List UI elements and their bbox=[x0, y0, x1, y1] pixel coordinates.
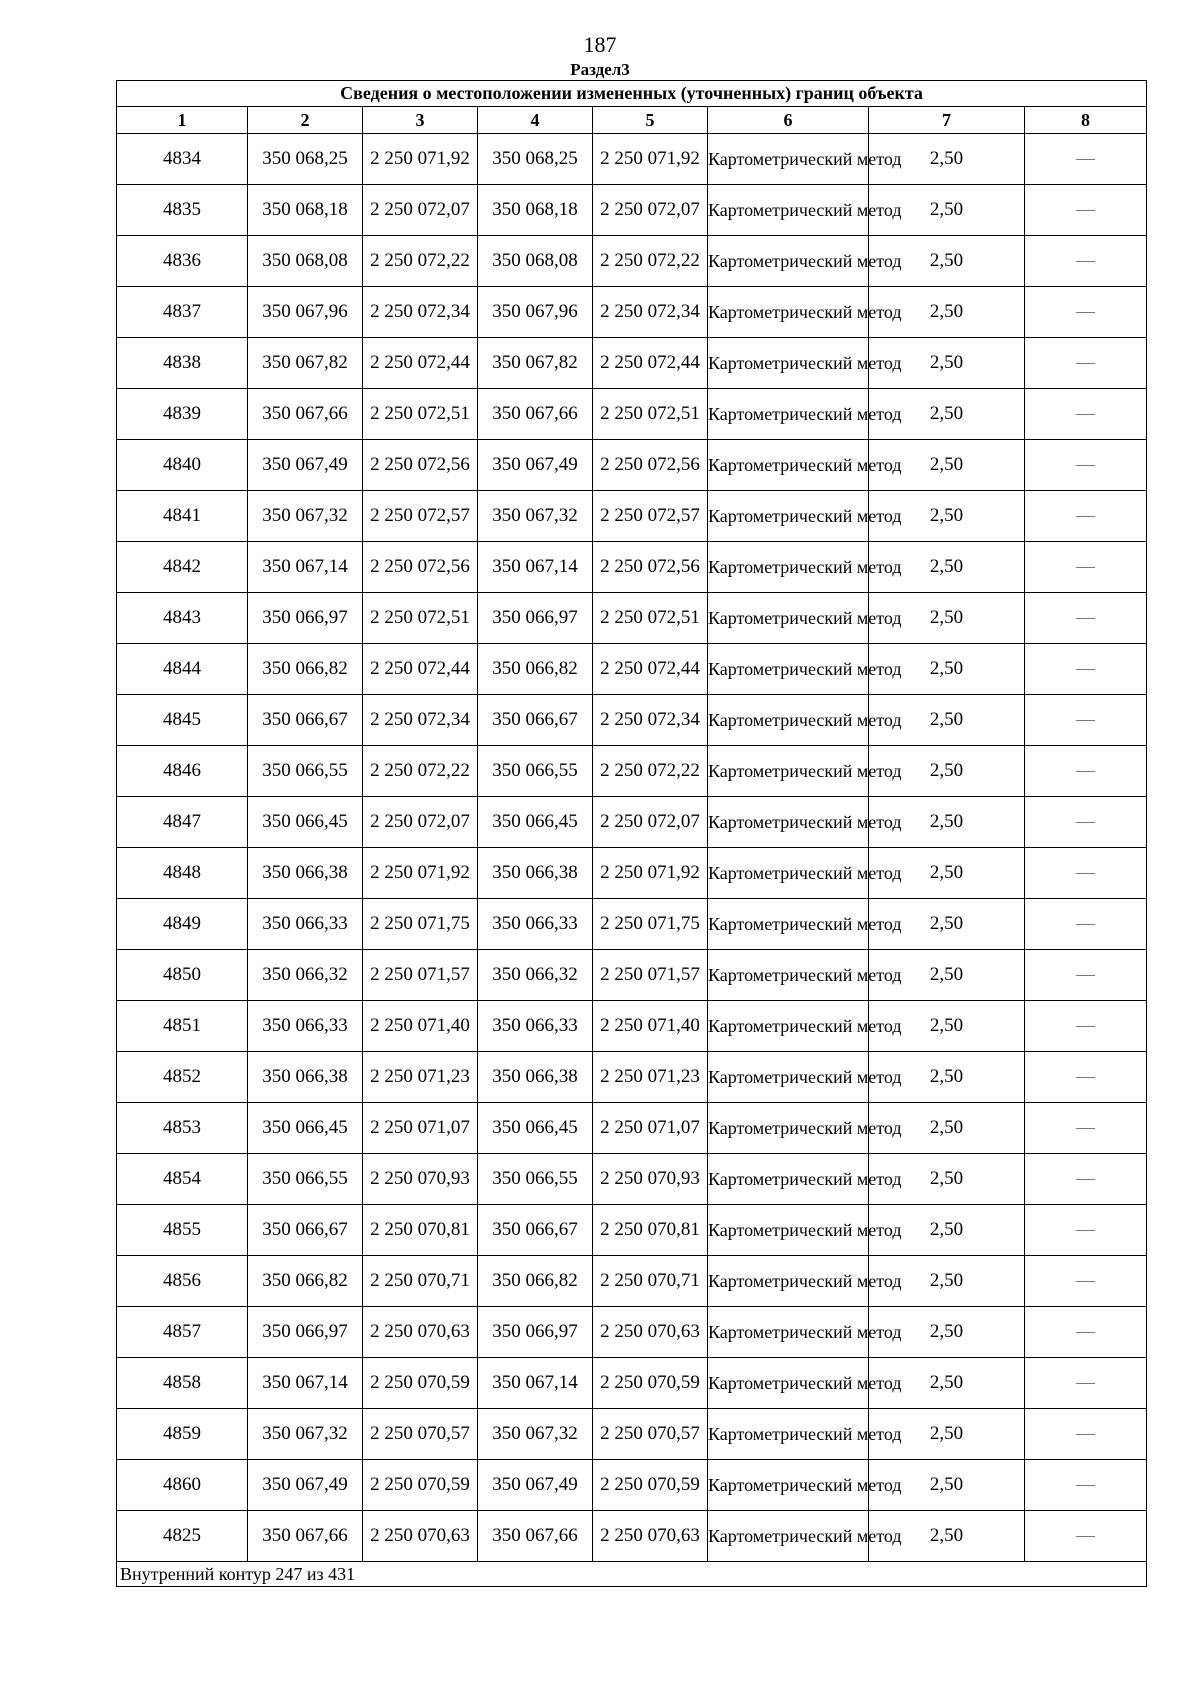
x-old-cell: 350 066,67 bbox=[248, 695, 363, 746]
method-cell: Картометрический метод bbox=[708, 1154, 869, 1205]
coordinates-table bbox=[116, 80, 1147, 1587]
method-cell: Картометрический метод bbox=[708, 1256, 869, 1307]
table-row bbox=[117, 440, 1147, 491]
accuracy-cell: 2,50 bbox=[869, 1511, 1025, 1562]
column-number: 8 bbox=[1025, 107, 1147, 134]
description-cell: — bbox=[1025, 1460, 1147, 1511]
y-old-cell: 2 250 071,75 bbox=[363, 899, 478, 950]
table-row bbox=[117, 1460, 1147, 1511]
description-cell: — bbox=[1025, 542, 1147, 593]
accuracy-cell: 2,50 bbox=[869, 899, 1025, 950]
method-cell: Картометрический метод bbox=[708, 1511, 869, 1562]
description-cell: — bbox=[1025, 644, 1147, 695]
accuracy-cell: 2,50 bbox=[869, 1052, 1025, 1103]
table-row bbox=[117, 134, 1147, 185]
point-number-cell: 4834 bbox=[117, 134, 248, 185]
point-number-cell: 4860 bbox=[117, 1460, 248, 1511]
table-row bbox=[117, 1307, 1147, 1358]
x-new-cell: 350 066,97 bbox=[478, 593, 593, 644]
y-new-cell: 2 250 072,56 bbox=[593, 542, 708, 593]
table-row bbox=[117, 1409, 1147, 1460]
x-old-cell: 350 066,55 bbox=[248, 746, 363, 797]
y-old-cell: 2 250 072,51 bbox=[363, 593, 478, 644]
description-cell: — bbox=[1025, 1409, 1147, 1460]
x-new-cell: 350 067,96 bbox=[478, 287, 593, 338]
method-cell: Картометрический метод bbox=[708, 389, 869, 440]
column-number: 7 bbox=[869, 107, 1025, 134]
x-new-cell: 350 066,82 bbox=[478, 1256, 593, 1307]
y-new-cell: 2 250 072,22 bbox=[593, 746, 708, 797]
y-old-cell: 2 250 070,93 bbox=[363, 1154, 478, 1205]
accuracy-cell: 2,50 bbox=[869, 593, 1025, 644]
y-new-cell: 2 250 070,63 bbox=[593, 1307, 708, 1358]
x-new-cell: 350 066,97 bbox=[478, 1307, 593, 1358]
x-old-cell: 350 066,33 bbox=[248, 899, 363, 950]
y-old-cell: 2 250 072,44 bbox=[363, 644, 478, 695]
table-row bbox=[117, 1154, 1147, 1205]
x-old-cell: 350 066,32 bbox=[248, 950, 363, 1001]
y-old-cell: 2 250 072,22 bbox=[363, 746, 478, 797]
accuracy-cell: 2,50 bbox=[869, 848, 1025, 899]
section-title: Раздел3 bbox=[570, 60, 630, 79]
x-old-cell: 350 067,14 bbox=[248, 1358, 363, 1409]
x-old-cell: 350 067,32 bbox=[248, 1409, 363, 1460]
table-row bbox=[117, 185, 1147, 236]
point-number-cell: 4844 bbox=[117, 644, 248, 695]
description-cell: — bbox=[1025, 1307, 1147, 1358]
x-old-cell: 350 066,38 bbox=[248, 1052, 363, 1103]
point-number-cell: 4838 bbox=[117, 338, 248, 389]
method-cell: Картометрический метод bbox=[708, 899, 869, 950]
method-cell: Картометрический метод bbox=[708, 1409, 869, 1460]
y-old-cell: 2 250 072,57 bbox=[363, 491, 478, 542]
description-cell: — bbox=[1025, 1358, 1147, 1409]
method-cell: Картометрический метод bbox=[708, 950, 869, 1001]
table-row bbox=[117, 695, 1147, 746]
y-old-cell: 2 250 072,34 bbox=[363, 287, 478, 338]
method-cell: Картометрический метод bbox=[708, 1103, 869, 1154]
description-cell: — bbox=[1025, 797, 1147, 848]
y-new-cell: 2 250 070,59 bbox=[593, 1358, 708, 1409]
column-number: 2 bbox=[248, 107, 363, 134]
y-new-cell: 2 250 072,07 bbox=[593, 185, 708, 236]
y-old-cell: 2 250 070,59 bbox=[363, 1460, 478, 1511]
y-new-cell: 2 250 072,51 bbox=[593, 593, 708, 644]
y-new-cell: 2 250 070,93 bbox=[593, 1154, 708, 1205]
y-old-cell: 2 250 071,92 bbox=[363, 134, 478, 185]
y-new-cell: 2 250 072,57 bbox=[593, 491, 708, 542]
y-new-cell: 2 250 072,44 bbox=[593, 338, 708, 389]
method-cell: Картометрический метод bbox=[708, 236, 869, 287]
description-cell: — bbox=[1025, 1103, 1147, 1154]
method-cell: Картометрический метод bbox=[708, 644, 869, 695]
y-new-cell: 2 250 072,34 bbox=[593, 695, 708, 746]
x-new-cell: 350 066,55 bbox=[478, 746, 593, 797]
y-new-cell: 2 250 071,40 bbox=[593, 1001, 708, 1052]
y-new-cell: 2 250 071,92 bbox=[593, 848, 708, 899]
x-new-cell: 350 067,14 bbox=[478, 1358, 593, 1409]
table-caption: Сведения о местоположении измененных (уточненных) границ объекта bbox=[117, 81, 1147, 107]
description-cell: — bbox=[1025, 338, 1147, 389]
y-old-cell: 2 250 072,07 bbox=[363, 797, 478, 848]
accuracy-cell: 2,50 bbox=[869, 134, 1025, 185]
description-cell: — bbox=[1025, 440, 1147, 491]
y-new-cell: 2 250 072,44 bbox=[593, 644, 708, 695]
point-number-cell: 4858 bbox=[117, 1358, 248, 1409]
accuracy-cell: 2,50 bbox=[869, 1154, 1025, 1205]
accuracy-cell: 2,50 bbox=[869, 695, 1025, 746]
accuracy-cell: 2,50 bbox=[869, 1205, 1025, 1256]
method-cell: Картометрический метод bbox=[708, 1358, 869, 1409]
description-cell: — bbox=[1025, 1511, 1147, 1562]
table-row bbox=[117, 1052, 1147, 1103]
method-cell: Картометрический метод bbox=[708, 185, 869, 236]
accuracy-cell: 2,50 bbox=[869, 1409, 1025, 1460]
table-caption-row bbox=[117, 81, 1147, 107]
method-cell: Картометрический метод bbox=[708, 491, 869, 542]
table-row bbox=[117, 950, 1147, 1001]
point-number-cell: 4845 bbox=[117, 695, 248, 746]
table-row bbox=[117, 1511, 1147, 1562]
x-old-cell: 350 066,38 bbox=[248, 848, 363, 899]
point-number-cell: 4837 bbox=[117, 287, 248, 338]
x-old-cell: 350 067,82 bbox=[248, 338, 363, 389]
point-number-cell: 4848 bbox=[117, 848, 248, 899]
table-body bbox=[117, 134, 1147, 1562]
x-old-cell: 350 067,66 bbox=[248, 1511, 363, 1562]
x-new-cell: 350 067,32 bbox=[478, 491, 593, 542]
description-cell: — bbox=[1025, 287, 1147, 338]
x-new-cell: 350 066,45 bbox=[478, 797, 593, 848]
method-cell: Картометрический метод bbox=[708, 1205, 869, 1256]
y-old-cell: 2 250 072,56 bbox=[363, 542, 478, 593]
accuracy-cell: 2,50 bbox=[869, 950, 1025, 1001]
accuracy-cell: 2,50 bbox=[869, 746, 1025, 797]
accuracy-cell: 2,50 bbox=[869, 1307, 1025, 1358]
x-old-cell: 350 067,32 bbox=[248, 491, 363, 542]
x-new-cell: 350 067,66 bbox=[478, 1511, 593, 1562]
table-row bbox=[117, 593, 1147, 644]
y-old-cell: 2 250 072,44 bbox=[363, 338, 478, 389]
column-number: 1 bbox=[117, 107, 248, 134]
table-row bbox=[117, 848, 1147, 899]
table-row bbox=[117, 338, 1147, 389]
x-old-cell: 350 066,45 bbox=[248, 1103, 363, 1154]
accuracy-cell: 2,50 bbox=[869, 1001, 1025, 1052]
page-number: 187 bbox=[583, 32, 617, 57]
accuracy-cell: 2,50 bbox=[869, 491, 1025, 542]
x-old-cell: 350 067,14 bbox=[248, 542, 363, 593]
y-old-cell: 2 250 070,63 bbox=[363, 1307, 478, 1358]
column-number-row bbox=[117, 107, 1147, 134]
x-new-cell: 350 067,32 bbox=[478, 1409, 593, 1460]
method-cell: Картометрический метод bbox=[708, 593, 869, 644]
column-number: 5 bbox=[593, 107, 708, 134]
description-cell: — bbox=[1025, 950, 1147, 1001]
y-old-cell: 2 250 070,81 bbox=[363, 1205, 478, 1256]
description-cell: — bbox=[1025, 185, 1147, 236]
point-number-cell: 4853 bbox=[117, 1103, 248, 1154]
table-row bbox=[117, 644, 1147, 695]
x-new-cell: 350 066,67 bbox=[478, 695, 593, 746]
point-number-cell: 4859 bbox=[117, 1409, 248, 1460]
accuracy-cell: 2,50 bbox=[869, 644, 1025, 695]
x-new-cell: 350 067,82 bbox=[478, 338, 593, 389]
x-new-cell: 350 066,45 bbox=[478, 1103, 593, 1154]
x-new-cell: 350 066,67 bbox=[478, 1205, 593, 1256]
y-new-cell: 2 250 071,92 bbox=[593, 134, 708, 185]
x-old-cell: 350 068,18 bbox=[248, 185, 363, 236]
x-old-cell: 350 066,33 bbox=[248, 1001, 363, 1052]
x-new-cell: 350 067,66 bbox=[478, 389, 593, 440]
point-number-cell: 4857 bbox=[117, 1307, 248, 1358]
y-new-cell: 2 250 070,59 bbox=[593, 1460, 708, 1511]
point-number-cell: 4847 bbox=[117, 797, 248, 848]
x-old-cell: 350 067,96 bbox=[248, 287, 363, 338]
x-new-cell: 350 066,38 bbox=[478, 848, 593, 899]
y-old-cell: 2 250 070,59 bbox=[363, 1358, 478, 1409]
point-number-cell: 4835 bbox=[117, 185, 248, 236]
y-new-cell: 2 250 072,07 bbox=[593, 797, 708, 848]
point-number-cell: 4840 bbox=[117, 440, 248, 491]
y-old-cell: 2 250 072,51 bbox=[363, 389, 478, 440]
point-number-cell: 4850 bbox=[117, 950, 248, 1001]
x-new-cell: 350 066,55 bbox=[478, 1154, 593, 1205]
x-new-cell: 350 066,82 bbox=[478, 644, 593, 695]
description-cell: — bbox=[1025, 1052, 1147, 1103]
y-new-cell: 2 250 072,22 bbox=[593, 236, 708, 287]
x-new-cell: 350 068,08 bbox=[478, 236, 593, 287]
table-row bbox=[117, 287, 1147, 338]
point-number-cell: 4843 bbox=[117, 593, 248, 644]
y-old-cell: 2 250 072,56 bbox=[363, 440, 478, 491]
x-new-cell: 350 066,33 bbox=[478, 1001, 593, 1052]
x-old-cell: 350 066,82 bbox=[248, 644, 363, 695]
y-new-cell: 2 250 071,75 bbox=[593, 899, 708, 950]
description-cell: — bbox=[1025, 695, 1147, 746]
description-cell: — bbox=[1025, 1256, 1147, 1307]
method-cell: Картометрический метод bbox=[708, 287, 869, 338]
x-new-cell: 350 068,25 bbox=[478, 134, 593, 185]
x-new-cell: 350 068,18 bbox=[478, 185, 593, 236]
method-cell: Картометрический метод bbox=[708, 848, 869, 899]
y-new-cell: 2 250 070,81 bbox=[593, 1205, 708, 1256]
x-new-cell: 350 067,49 bbox=[478, 440, 593, 491]
y-new-cell: 2 250 072,56 bbox=[593, 440, 708, 491]
y-old-cell: 2 250 071,57 bbox=[363, 950, 478, 1001]
x-new-cell: 350 066,38 bbox=[478, 1052, 593, 1103]
method-cell: Картометрический метод bbox=[708, 338, 869, 389]
y-new-cell: 2 250 072,51 bbox=[593, 389, 708, 440]
table-row bbox=[117, 1205, 1147, 1256]
point-number-cell: 4851 bbox=[117, 1001, 248, 1052]
y-new-cell: 2 250 070,57 bbox=[593, 1409, 708, 1460]
x-new-cell: 350 066,33 bbox=[478, 899, 593, 950]
accuracy-cell: 2,50 bbox=[869, 287, 1025, 338]
x-old-cell: 350 067,66 bbox=[248, 389, 363, 440]
x-old-cell: 350 066,55 bbox=[248, 1154, 363, 1205]
accuracy-cell: 2,50 bbox=[869, 236, 1025, 287]
y-old-cell: 2 250 071,40 bbox=[363, 1001, 478, 1052]
column-number: 3 bbox=[363, 107, 478, 134]
method-cell: Картометрический метод bbox=[708, 695, 869, 746]
accuracy-cell: 2,50 bbox=[869, 338, 1025, 389]
column-number: 4 bbox=[478, 107, 593, 134]
accuracy-cell: 2,50 bbox=[869, 389, 1025, 440]
description-cell: — bbox=[1025, 389, 1147, 440]
y-old-cell: 2 250 070,57 bbox=[363, 1409, 478, 1460]
description-cell: — bbox=[1025, 746, 1147, 797]
description-cell: — bbox=[1025, 848, 1147, 899]
x-old-cell: 350 066,45 bbox=[248, 797, 363, 848]
x-old-cell: 350 066,97 bbox=[248, 1307, 363, 1358]
y-old-cell: 2 250 070,71 bbox=[363, 1256, 478, 1307]
y-old-cell: 2 250 071,23 bbox=[363, 1052, 478, 1103]
x-new-cell: 350 067,14 bbox=[478, 542, 593, 593]
y-old-cell: 2 250 072,34 bbox=[363, 695, 478, 746]
description-cell: — bbox=[1025, 899, 1147, 950]
contour-footer: Внутренний контур 247 из 431 bbox=[117, 1562, 1147, 1587]
table-row bbox=[117, 236, 1147, 287]
x-new-cell: 350 066,32 bbox=[478, 950, 593, 1001]
method-cell: Картометрический метод bbox=[708, 1001, 869, 1052]
description-cell: — bbox=[1025, 236, 1147, 287]
table-row bbox=[117, 899, 1147, 950]
accuracy-cell: 2,50 bbox=[869, 542, 1025, 593]
accuracy-cell: 2,50 bbox=[869, 797, 1025, 848]
accuracy-cell: 2,50 bbox=[869, 1256, 1025, 1307]
method-cell: Картометрический метод bbox=[708, 134, 869, 185]
y-old-cell: 2 250 071,07 bbox=[363, 1103, 478, 1154]
table-row bbox=[117, 389, 1147, 440]
method-cell: Картометрический метод bbox=[708, 440, 869, 491]
x-new-cell: 350 067,49 bbox=[478, 1460, 593, 1511]
y-old-cell: 2 250 070,63 bbox=[363, 1511, 478, 1562]
point-number-cell: 4839 bbox=[117, 389, 248, 440]
y-new-cell: 2 250 070,71 bbox=[593, 1256, 708, 1307]
y-old-cell: 2 250 072,07 bbox=[363, 185, 478, 236]
accuracy-cell: 2,50 bbox=[869, 1460, 1025, 1511]
point-number-cell: 4836 bbox=[117, 236, 248, 287]
table-row bbox=[117, 797, 1147, 848]
x-old-cell: 350 068,08 bbox=[248, 236, 363, 287]
description-cell: — bbox=[1025, 1205, 1147, 1256]
x-old-cell: 350 066,67 bbox=[248, 1205, 363, 1256]
table-row bbox=[117, 746, 1147, 797]
accuracy-cell: 2,50 bbox=[869, 1358, 1025, 1409]
method-cell: Картометрический метод bbox=[708, 797, 869, 848]
y-new-cell: 2 250 070,63 bbox=[593, 1511, 708, 1562]
table-row bbox=[117, 1001, 1147, 1052]
y-old-cell: 2 250 071,92 bbox=[363, 848, 478, 899]
column-number: 6 bbox=[708, 107, 869, 134]
x-old-cell: 350 066,82 bbox=[248, 1256, 363, 1307]
y-new-cell: 2 250 071,07 bbox=[593, 1103, 708, 1154]
table-row bbox=[117, 1358, 1147, 1409]
point-number-cell: 4842 bbox=[117, 542, 248, 593]
description-cell: — bbox=[1025, 1001, 1147, 1052]
y-new-cell: 2 250 071,23 bbox=[593, 1052, 708, 1103]
y-new-cell: 2 250 071,57 bbox=[593, 950, 708, 1001]
x-old-cell: 350 067,49 bbox=[248, 1460, 363, 1511]
point-number-cell: 4854 bbox=[117, 1154, 248, 1205]
method-cell: Картометрический метод bbox=[708, 1460, 869, 1511]
method-cell: Картометрический метод bbox=[708, 1307, 869, 1358]
table-row bbox=[117, 1256, 1147, 1307]
point-number-cell: 4849 bbox=[117, 899, 248, 950]
point-number-cell: 4852 bbox=[117, 1052, 248, 1103]
method-cell: Картометрический метод bbox=[708, 746, 869, 797]
y-new-cell: 2 250 072,34 bbox=[593, 287, 708, 338]
accuracy-cell: 2,50 bbox=[869, 1103, 1025, 1154]
accuracy-cell: 2,50 bbox=[869, 440, 1025, 491]
point-number-cell: 4855 bbox=[117, 1205, 248, 1256]
method-cell: Картометрический метод bbox=[708, 542, 869, 593]
point-number-cell: 4856 bbox=[117, 1256, 248, 1307]
x-old-cell: 350 066,97 bbox=[248, 593, 363, 644]
description-cell: — bbox=[1025, 134, 1147, 185]
point-number-cell: 4825 bbox=[117, 1511, 248, 1562]
x-old-cell: 350 067,49 bbox=[248, 440, 363, 491]
description-cell: — bbox=[1025, 593, 1147, 644]
table-footer-row bbox=[117, 1562, 1147, 1587]
x-old-cell: 350 068,25 bbox=[248, 134, 363, 185]
table-row bbox=[117, 1103, 1147, 1154]
accuracy-cell: 2,50 bbox=[869, 185, 1025, 236]
description-cell: — bbox=[1025, 1154, 1147, 1205]
y-old-cell: 2 250 072,22 bbox=[363, 236, 478, 287]
point-number-cell: 4846 bbox=[117, 746, 248, 797]
point-number-cell: 4841 bbox=[117, 491, 248, 542]
table-row bbox=[117, 542, 1147, 593]
description-cell: — bbox=[1025, 491, 1147, 542]
method-cell: Картометрический метод bbox=[708, 1052, 869, 1103]
table-row bbox=[117, 491, 1147, 542]
